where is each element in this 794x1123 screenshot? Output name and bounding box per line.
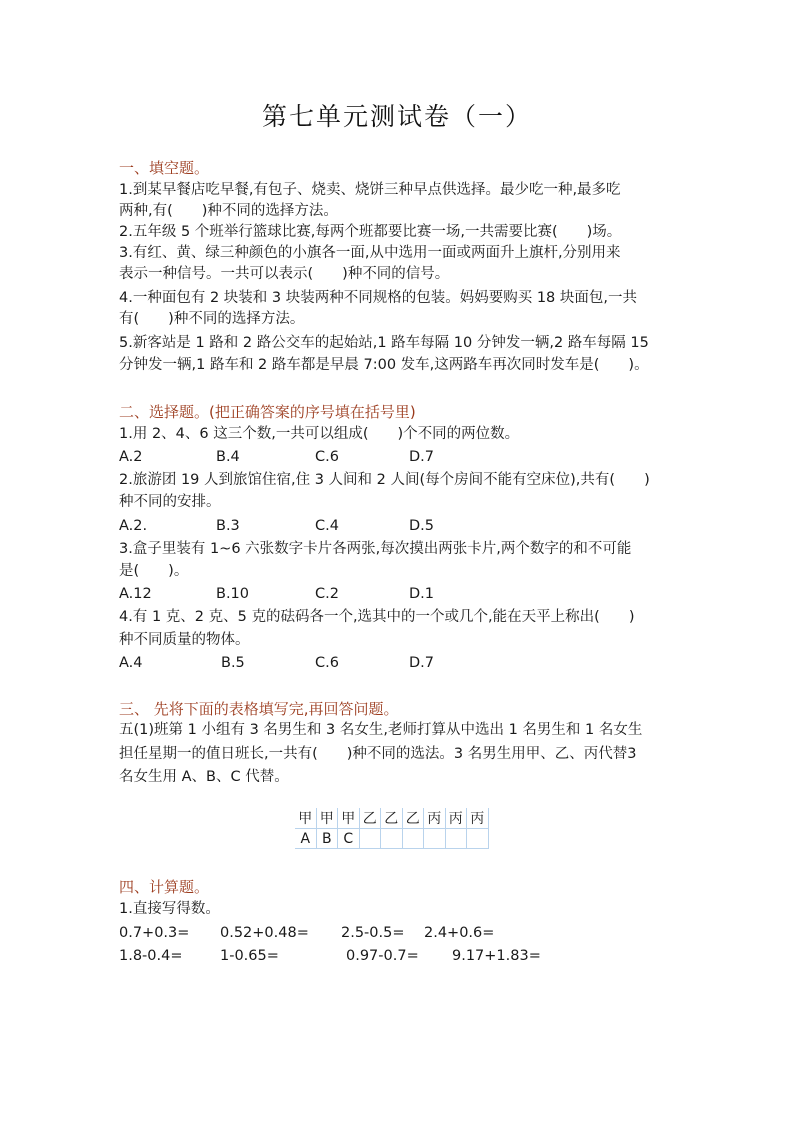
question-line: 两种,有( )种不同的选择方法。 [119, 203, 338, 219]
pairing-table [295, 808, 489, 849]
question-line: 2.五年级 5 个班举行篮球比赛,每两个班都要比赛一场,一共需要比赛( )场。 [119, 224, 622, 240]
option-c: C.4 [315, 518, 339, 534]
table-row [295, 829, 488, 849]
question-line: 种不同质量的物体。 [119, 632, 250, 648]
section-heading-fill-blank: 一、填空题。 [119, 159, 210, 177]
option-a: A.4 [119, 655, 143, 671]
option-d: D.7 [409, 449, 434, 465]
option-b: B.5 [221, 655, 245, 671]
table-cell-blank[interactable] [467, 829, 489, 849]
table-row [295, 808, 488, 829]
arithmetic-item: 2.4+0.6= [424, 925, 495, 941]
table-cell-blank[interactable] [402, 829, 424, 849]
table-cell: 甲 [295, 808, 316, 829]
question-line: 五(1)班第 1 小组有 3 名男生和 3 名女生,老师打算从中选出 1 名男生和 1 名女生 [119, 722, 643, 738]
option-d: D.7 [409, 655, 434, 671]
option-c: C.2 [315, 586, 339, 602]
question-line: 1.用 2、4、6 这三个数,一共可以组成( )个不同的两位数。 [119, 426, 520, 442]
table-cell-blank[interactable] [445, 829, 467, 849]
table-cell: 乙 [381, 808, 403, 829]
table-cell: 丙 [445, 808, 467, 829]
option-a: A.2. [119, 518, 148, 534]
arithmetic-item: 2.5-0.5= [341, 925, 405, 941]
table-cell: B [316, 829, 338, 849]
question-line: 1.到某早餐店吃早餐,有包子、烧卖、烧饼三种早点供选择。最少吃一种,最多吃 [119, 182, 621, 198]
table-cell: C [338, 829, 360, 849]
sub-question: 1.直接写得数。 [119, 901, 220, 917]
question-line: 3.有红、黄、绿三种颜色的小旗各一面,从中选用一面或两面升上旗杆,分别用来 [119, 245, 621, 261]
question-line: 4.有 1 克、2 克、5 克的砝码各一个,选其中的一个或几个,能在天平上称出( ) [119, 609, 635, 625]
question-line: 表示一种信号。一共可以表示( )种不同的信号。 [119, 266, 450, 282]
section-heading-table: 三、 先将下面的表格填写完,再回答问题。 [119, 700, 399, 718]
option-d: D.1 [409, 586, 434, 602]
question-line: 担任星期一的值日班长,一共有( )种不同的选法。3 名男生用甲、乙、丙代替3 [119, 746, 637, 762]
table-cell: 乙 [402, 808, 424, 829]
table-cell: 甲 [338, 808, 360, 829]
table-cell-blank[interactable] [381, 829, 403, 849]
option-d: D.5 [409, 518, 434, 534]
question-line: 有( )种不同的选择方法。 [119, 311, 305, 327]
table-cell: 丙 [467, 808, 489, 829]
option-b: B.4 [216, 449, 240, 465]
arithmetic-item: 0.7+0.3= [119, 925, 190, 941]
page-title: 第七单元测试卷（一） [261, 102, 532, 131]
table-cell: 甲 [316, 808, 338, 829]
option-b: B.3 [216, 518, 240, 534]
question-line: 种不同的安排。 [119, 494, 221, 510]
section-heading-calculation: 四、计算题。 [119, 878, 210, 896]
table-cell: 乙 [359, 808, 381, 829]
question-line: 3.盒子里装有 1~6 六张数字卡片各两张,每次摸出两张卡片,两个数字的和不可能 [119, 541, 632, 557]
arithmetic-item: 9.17+1.83= [452, 948, 541, 964]
table-cell-blank[interactable] [359, 829, 381, 849]
option-c: C.6 [315, 655, 339, 671]
section-heading-multiple-choice: 二、选择题。(把正确答案的序号填在括号里) [119, 403, 416, 421]
arithmetic-item: 1-0.65= [220, 948, 279, 964]
question-line: 4.一种面包有 2 块装和 3 块装两种不同规格的包装。妈妈要购买 18 块面包,一共 [119, 290, 637, 306]
table-cell: A [295, 829, 316, 849]
arithmetic-item: 1.8-0.4= [119, 948, 183, 964]
question-line: 分钟发一辆,1 路车和 2 路车都是早晨 7:00 发车,这两路车再次同时发车是( )。 [119, 357, 649, 373]
question-line: 2.旅游团 19 人到旅馆住宿,住 3 人间和 2 人间(每个房间不能有空床位),共有( ) [119, 472, 650, 488]
question-line: 是( )。 [119, 563, 189, 579]
question-line: 名女生用 A、B、C 代替。 [119, 769, 289, 785]
arithmetic-item: 0.97-0.7= [346, 948, 419, 964]
table-cell: 丙 [424, 808, 446, 829]
option-a: A.12 [119, 586, 152, 602]
table-cell-blank[interactable] [424, 829, 446, 849]
question-line: 5.新客站是 1 路和 2 路公交车的起始站,1 路车每隔 10 分钟发一辆,2 路车每隔 15 [119, 335, 649, 351]
option-a: A.2 [119, 449, 143, 465]
option-c: C.6 [315, 449, 339, 465]
arithmetic-item: 0.52+0.48= [220, 925, 309, 941]
option-b: B.10 [216, 586, 250, 602]
